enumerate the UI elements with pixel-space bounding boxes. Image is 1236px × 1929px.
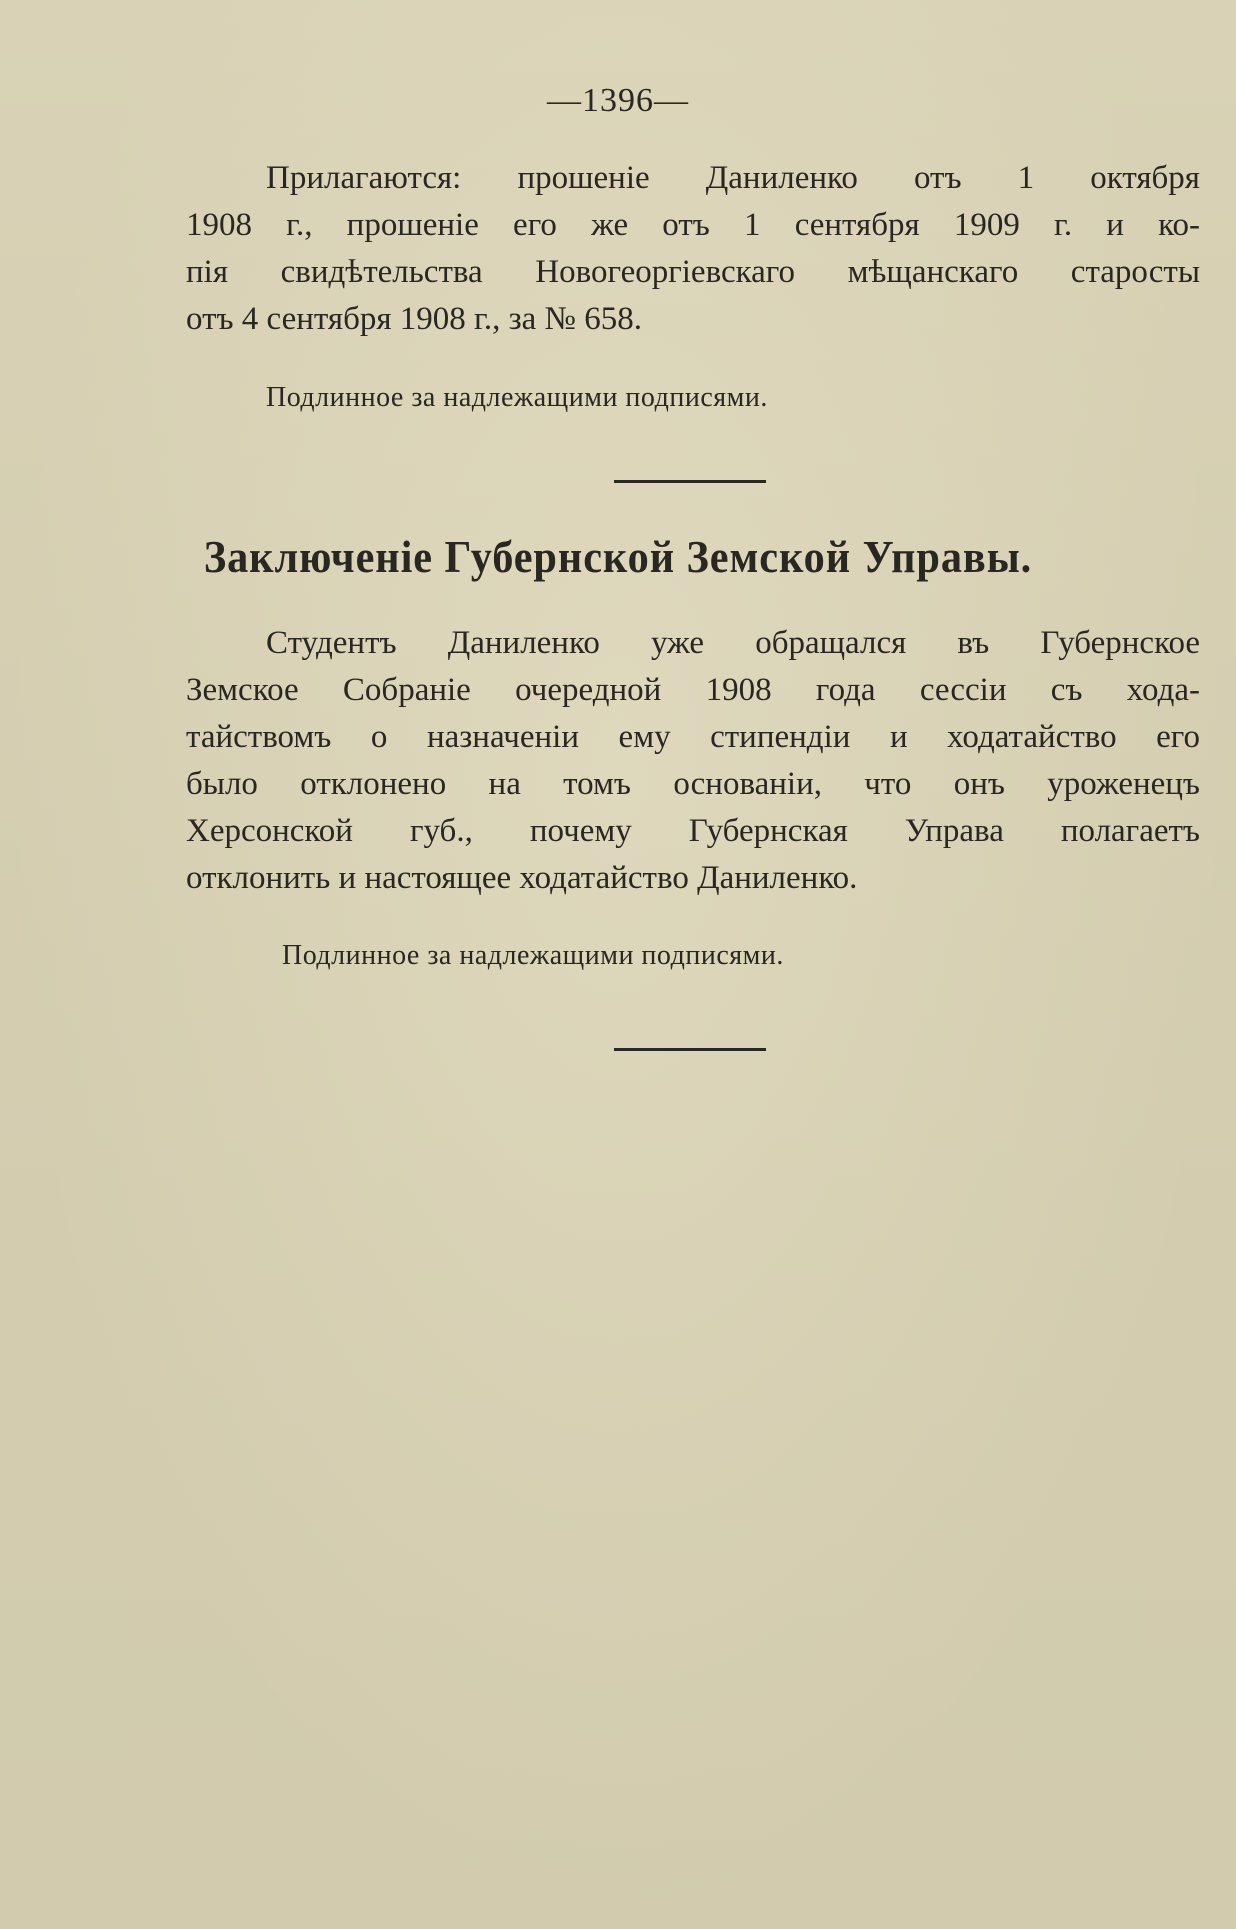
paragraph-line: Земское Собраніе очередной 1908 года сессіи съ хода-	[186, 672, 1200, 708]
paragraph-line: 1908 г., прошеніе его же отъ 1 сентября 1909 г. и ко-	[186, 207, 1200, 243]
paragraph-line: тайствомъ о назначеніи ему стипендіи и ходатайство его	[186, 719, 1200, 755]
section-divider	[614, 480, 766, 483]
section-heading: Заключеніе Губернской Земской Управы.	[203, 531, 1033, 582]
paragraph-line: пія свидѣтельства Новогеоргіевскаго мѣщанскаго старосты	[186, 254, 1200, 290]
paragraph-line: отъ 4 сентября 1908 г., за № 658.	[186, 301, 643, 337]
paragraph-line: Прилагаются: прошеніе Даниленко отъ 1 октября	[266, 160, 1200, 196]
signature-note: Подлинное за надлежащими подписями.	[282, 940, 784, 971]
signature-note: Подлинное за надлежащими подписями.	[266, 382, 768, 413]
conclusion-paragraph	[186, 620, 1200, 902]
paragraph-line: Студентъ Даниленко уже обращался въ Губернское	[266, 625, 1200, 661]
attachments-paragraph	[186, 155, 1200, 343]
paragraph-line: отклонить и настоящее ходатайство Даниленко.	[186, 860, 858, 896]
section-divider	[614, 1048, 766, 1051]
page-number: —1396—	[547, 82, 689, 119]
paragraph-line: Херсонской губ., почему Губернская Управа полагаетъ	[186, 813, 1200, 849]
paragraph-line: было отклонено на томъ основаніи, что онъ уроженецъ	[186, 766, 1200, 802]
